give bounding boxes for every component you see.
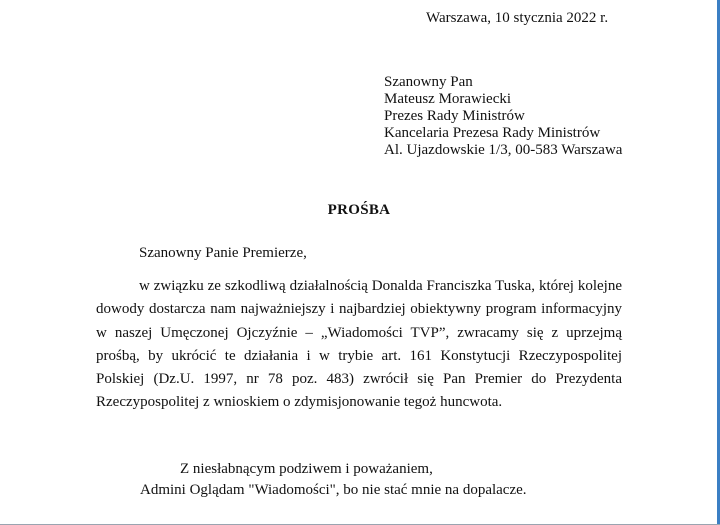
addressee-line: Mateusz Morawiecki	[384, 91, 512, 107]
addressee-line: Kancelaria Prezesa Rady Ministrów	[384, 125, 601, 141]
addressee-line: Prezes Rady Ministrów	[384, 108, 525, 124]
addressee-block	[384, 74, 622, 159]
letter-body: w związku ze szkodliwą działalnością Donalda Franciszka Tuska, której kolejne dowody dostarcza nam najważniejszy i najbardziej obiektywny program informacyjny w naszej Umęczonej Ojczyźnie – „Wiadomości TVP”, zwracamy się z uprzejmą prośbą, by ukrócić te działania i w trybie art. 161 Konstytucji Rzeczypospolitej Polskiej (Dz.U. 1997, nr 78 poz. 483) zwrócił się Pan Premier do Prezydenta Rzeczypospolitej z wnioskiem o zdymisjonowanie tegoż huncwota.	[96, 278, 622, 411]
addressee-line: Al. Ujazdowskie 1/3, 00-583 Warszawa	[384, 142, 623, 158]
letter-title: PROŚBA	[327, 202, 391, 218]
addressee-line: Szanowny Pan	[384, 74, 473, 90]
letter-signature: Admini Oglądam "Wiadomości", bo nie stać mnie na dopalacze.	[140, 482, 527, 498]
letter-greeting: Szanowny Panie Premierze,	[139, 245, 307, 261]
letter-date: Warszawa, 10 stycznia 2022 r.	[426, 10, 609, 26]
letter-closing: Z niesłabnącym podziwem i poważaniem,	[180, 461, 433, 477]
